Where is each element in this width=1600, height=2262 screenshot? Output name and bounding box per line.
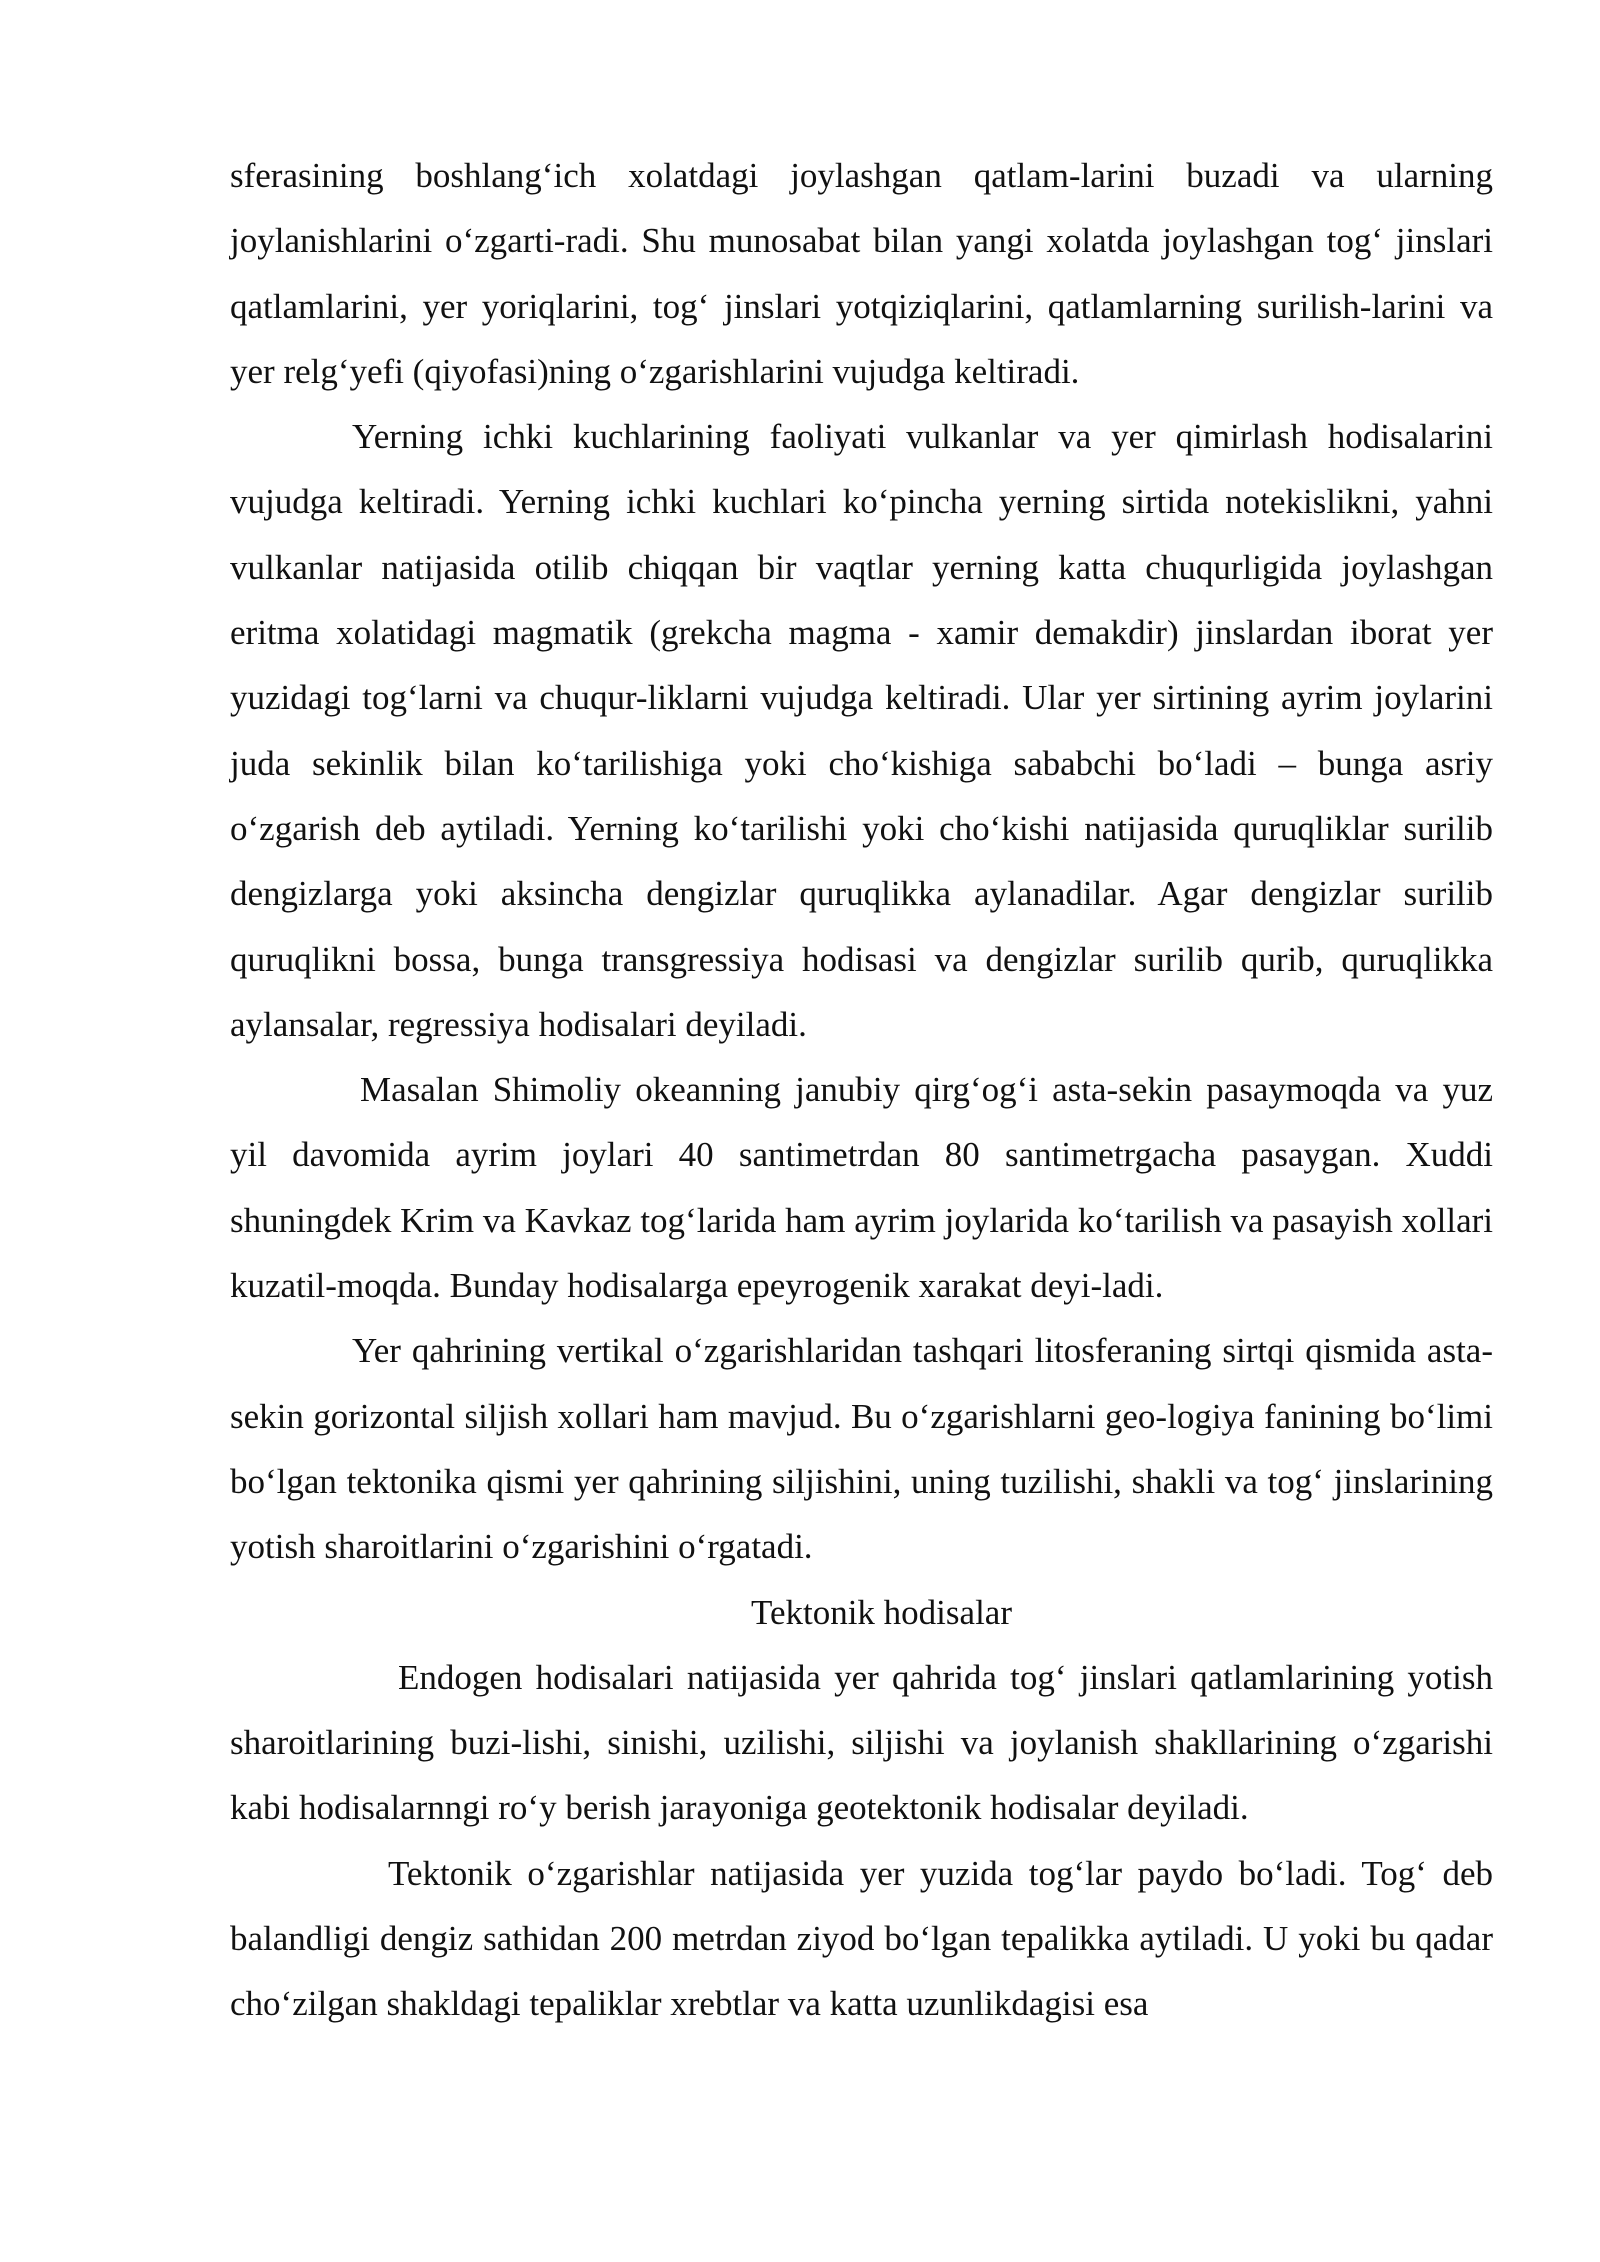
paragraph-5: Endogen hodisalari natijasida yer qahrida tog‘ jinslari qatlamlarining yotish sharoitlarining buzi-lishi, sinishi, uzilishi, siljishi va joylanish shakllarining o‘zgarishi kabi hodisalarnngi ro‘y berish jarayoniga geotektonik hodisalar deyiladi. — [230, 1657, 1493, 1828]
section-heading: Tektonik hodisalar — [751, 1592, 1012, 1632]
paragraph-4: Yer qahrining vertikal o‘zgarishlaridan tashqari litosferaning sirtqi qismida asta-sekin gorizontal siljish xollari ham mavjud. Bu o‘zgarishlarni geo-logiya fanining bo‘limi bo‘lgan tektonika qismi yer qahrining siljishini, uning tuzilishi, shakli va tog‘ jinslarining yotish sharoitlarini o‘zgarishini o‘rgatadi. — [230, 1331, 1493, 1567]
paragraph-2: Yerning ichki kuchlarining faoliyati vulkanlar va yer qimirlash hodisalarini vujudga keltiradi. Yerning ichki kuchlari ko‘pincha yerning sirtida notekislikni, yahni vulkanlar natijasida otilib chiqqan bir vaqtlar yerning katta chuqurligida joylashgan eritma xolatidagi magmatik (grekcha magma - xamir demakdir) jinslardan iborat yer yuzidagi tog‘larni va chuqur-liklarni vujudga keltiradi. Ular yer sirtining ayrim joylarini juda sekinlik bilan ko‘tarilishiga yoki cho‘kishiga sababchi bo‘ladi – bunga asriy o‘zgarish deb aytiladi. Yerning ko‘tarilishi yoki cho‘kishi natijasida quruqliklar surilib dengizlarga yoki aksincha dengizlar quruqlikka aylanadilar. Agar dengizlar surilib quruqlikni bossa, bunga transgressiya hodisasi va dengizlar surilib qurib, quruqlikka aylansalar, regressiya hodisalari deyiladi. — [230, 417, 1493, 1044]
paragraph-6: Tektonik o‘zgarishlar natijasida yer yuzida tog‘lar paydo bo‘ladi. Tog‘ deb balandligi dengiz sathidan 200 metrdan ziyod bo‘lgan tepalikka aytiladi. U yoki bu qadar cho‘zilgan shakldagi tepaliklar xrebtlar va katta uzunlikdagisi esa — [230, 1853, 1493, 2024]
paragraph-1: sferasining boshlang‘ich xolatdagi joylashgan qatlam-larini buzadi va ularning joylanishlarini o‘zgarti-radi. Shu munosabat bilan yangi xolatda joylashgan tog‘ jinslari qatlamlarini, yer yoriqlarini, tog‘ jinslari yotqiziqlarini, qatlamlarning surilish-larini va yer relg‘yefi (qiyofasi)ning o‘zgarishlarini vujudga keltiradi. — [230, 156, 1493, 391]
paragraph-3: Masalan Shimoliy okeanning janubiy qirg‘og‘i asta-sekin pasaymoqda va yuz yil davomida ayrim joylari 40 santimetrdan 80 santimetrgacha pasaygan. Xuddi shuningdek Krim va Kavkaz tog‘larida ham ayrim joylarida ko‘tarilish va pasayish xollari kuzatil-moqda. Bunday hodisalarga epeyrogenik xarakat deyi-ladi. — [230, 1070, 1493, 1306]
document-page — [230, 143, 1493, 2037]
